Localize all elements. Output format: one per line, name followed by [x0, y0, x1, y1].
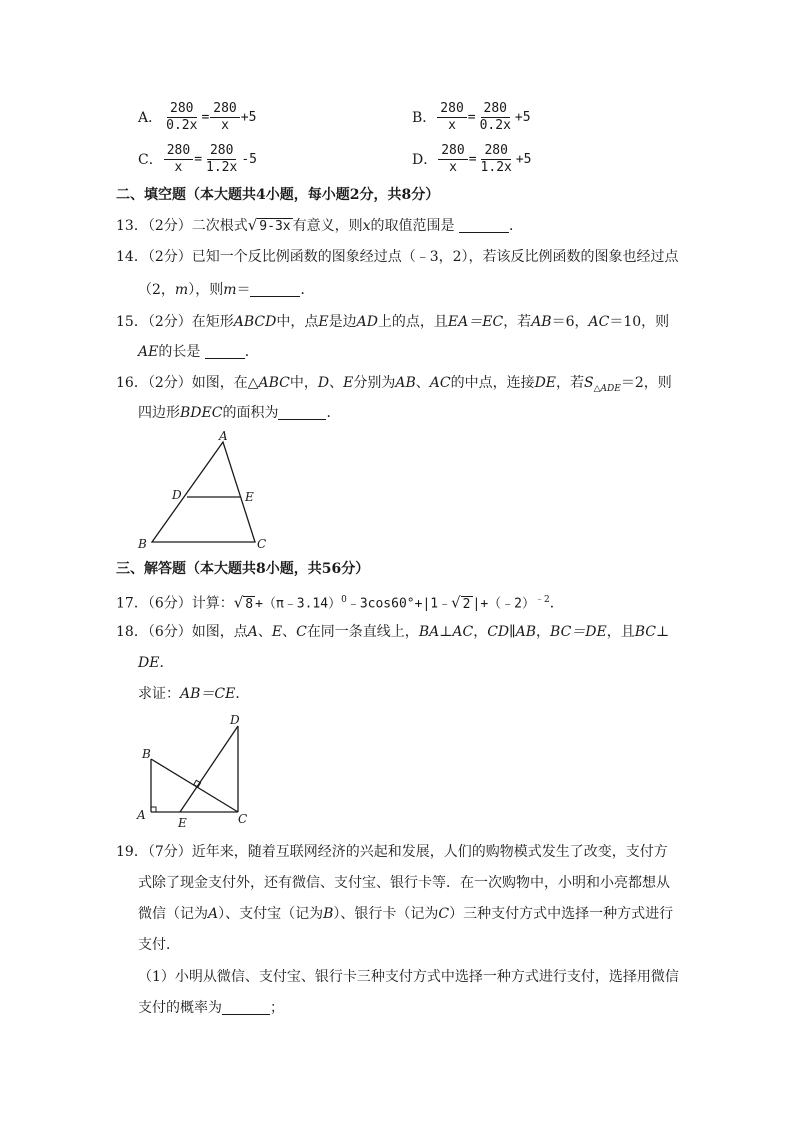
- fraction: $\frac{280}{0.2x}$: [479, 100, 511, 133]
- question-15-line-2: AE的长是 ．: [138, 344, 259, 360]
- answer-blank[interactable]: [250, 282, 300, 297]
- option-label: D．: [412, 152, 438, 168]
- answer-blank[interactable]: [278, 405, 326, 420]
- option-label: A．: [138, 110, 163, 126]
- label-a: A: [137, 808, 146, 822]
- question-19-line-2: 式除了现金支付外，还有微信、支付宝、银行卡等．在一次购物中，小明和小亮都想从: [138, 875, 670, 891]
- option-label: B．: [412, 110, 437, 126]
- sqrt-symbol: √: [233, 593, 244, 612]
- right-angle-mark-a: [151, 807, 156, 812]
- question-17: 17．（6分）计算：√ 8 +（π﹣3.14）$^0$﹣3cos60°+|1﹣√ 2 |+（﹣2）$^{﹣2}$．: [116, 593, 564, 612]
- triangle-figure: [130, 428, 280, 552]
- question-13: 13．（2分）二次根式√ 9-3x 有意义，则x的取值范围是 ．: [116, 216, 523, 234]
- label-e: E: [245, 490, 254, 504]
- fraction: $\frac{280}{x}$: [210, 101, 239, 134]
- label-b: B: [142, 747, 151, 761]
- question-15-line-1: 15．（2分）在矩形ABCD中，点E是边AD上的点，且EA＝EC，若AB＝6，AC＝10，则: [116, 314, 670, 330]
- option-label: C．: [138, 152, 163, 168]
- triangle-abc: [152, 442, 255, 542]
- fraction: $\frac{280}{x}$: [438, 143, 467, 176]
- question-19-line-3: 微信（记为A）、支付宝（记为B）、银行卡（记为C）三种支付方式中选择一种方式进行: [138, 906, 674, 922]
- question-16-line-2: 四边形BDEC的面积为 ．: [138, 405, 341, 421]
- question-19-line-1: 19．（7分）近年来，随着互联网经济的兴起和发展，人们的购物模式发生了改变，支付方: [116, 844, 668, 860]
- label-c: C: [257, 537, 267, 551]
- option-d: D． $\frac{280}{x}$ = $\frac{280}{1.2x}$ +5: [412, 142, 532, 175]
- question-14-line-2: （2，m），则m＝ ．: [138, 282, 315, 298]
- fraction: $\frac{280}{0.2x}$: [166, 100, 198, 133]
- fraction: $\frac{280}{1.2x}$: [480, 142, 512, 175]
- section-heading-fill-in: 二、填空题（本大题共4小题，每小题2分，共8分）: [116, 187, 440, 203]
- geometry-figure-q18: [130, 710, 260, 832]
- option-b: B． $\frac{280}{x}$ = $\frac{280}{0.2x}$ +5: [412, 100, 531, 133]
- sqrt-symbol: √: [247, 216, 258, 234]
- answer-blank[interactable]: [222, 1000, 270, 1015]
- question-14-line-1: 14．（2分）已知一个反比例函数的图象经过点（﹣3，2），若该反比例函数的图象也经过点: [116, 249, 679, 265]
- question-16-line-1: 16．（2分）如图，在△ABC中，D、E分别为AB、AC的中点，连接DE，若$S_{\triangle ADE}=2$，则: [116, 375, 672, 394]
- label-b: B: [138, 537, 147, 551]
- section-heading-solutions: 三、解答题（本大题共8小题，共56分）: [116, 561, 370, 577]
- radicand: 9-3x: [259, 219, 291, 234]
- question-19-line-4: 支付．: [138, 937, 180, 953]
- label-d: D: [230, 713, 240, 727]
- answer-blank[interactable]: [205, 344, 245, 359]
- question-19-sub1-line-2: 支付的概率为 ；: [138, 1000, 284, 1016]
- question-18-line-2: DE．: [138, 655, 174, 671]
- option-a: A． $\frac{280}{0.2x}$ = $\frac{280}{x}$ +5: [138, 100, 257, 133]
- label-a: A: [219, 429, 228, 443]
- label-d: D: [172, 488, 182, 502]
- question-19-sub1-line-1: （1）小明从微信、支付宝、银行卡三种支付方式中选择一种方式进行支付，选择用微信: [138, 969, 679, 985]
- label-e: E: [178, 816, 187, 830]
- label-c: C: [238, 812, 248, 826]
- question-18-line-1: 18．（6分）如图，点A、E、C在同一条直线上，BA⊥AC，CD∥AB，BC＝DE，且BC⊥: [116, 624, 670, 640]
- fraction: $\frac{280}{x}$: [164, 143, 193, 176]
- question-18-proof: 求证：AB＝CE．: [138, 686, 250, 702]
- fraction: $\frac{280}{1.2x}$: [206, 142, 238, 175]
- sqrt-symbol: √: [451, 593, 461, 612]
- segment-ed: [180, 726, 238, 812]
- fraction: $\frac{280}{x}$: [437, 101, 466, 134]
- option-c: C． $\frac{280}{x}$ = $\frac{280}{1.2x}$ -5: [138, 142, 257, 175]
- answer-blank[interactable]: [459, 218, 509, 233]
